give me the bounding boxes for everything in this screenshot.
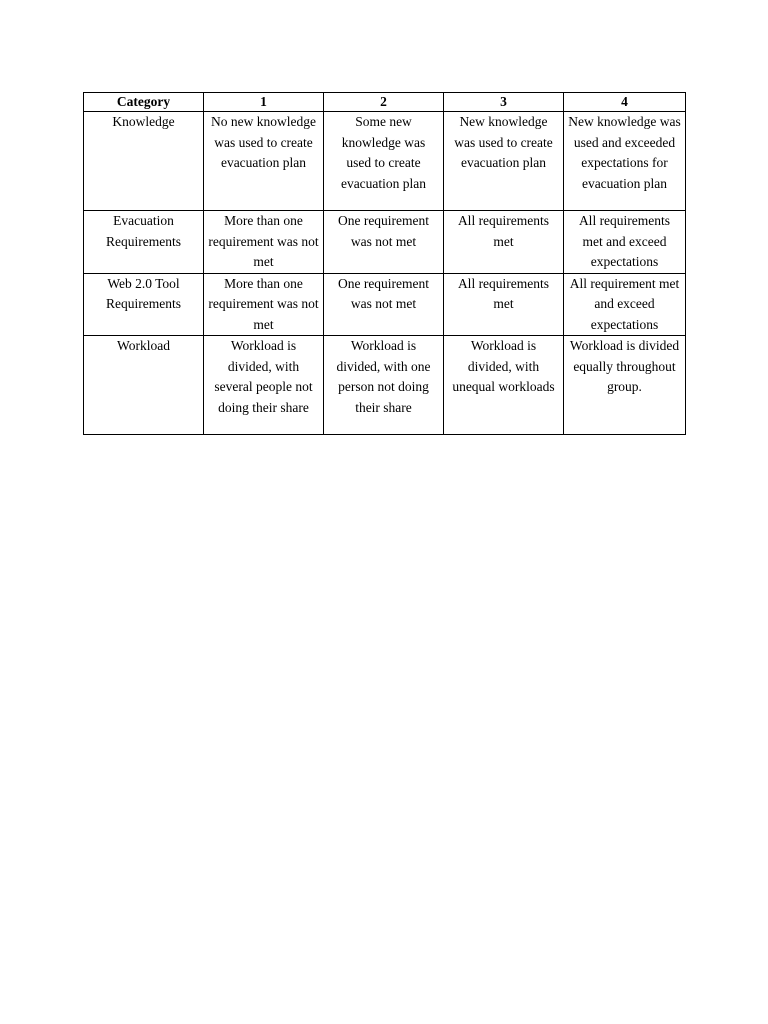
score-cell: New knowledge was used to create evacuation plan: [444, 112, 564, 211]
table-row: [84, 211, 686, 274]
header-score-2: 2: [324, 93, 444, 112]
score-cell: All requirement met and exceed expectations: [564, 273, 686, 336]
category-cell: Web 2.0 Tool Requirements: [84, 273, 204, 336]
score-cell: All requirements met: [444, 273, 564, 336]
header-score-3: 3: [444, 93, 564, 112]
header-row: [84, 93, 686, 112]
score-cell: New knowledge was used and exceeded expectations for evacuation plan: [564, 112, 686, 211]
score-cell: Workload is divided, with several people not doing their share: [204, 336, 324, 435]
table-row: [84, 336, 686, 435]
score-cell: No new knowledge was used to create evacuation plan: [204, 112, 324, 211]
header-score-1: 1: [204, 93, 324, 112]
score-cell: Some new knowledge was used to create evacuation plan: [324, 112, 444, 211]
category-cell: Evacuation Requirements: [84, 211, 204, 274]
score-cell: More than one requirement was not met: [204, 273, 324, 336]
score-cell: All requirements met: [444, 211, 564, 274]
score-cell: More than one requirement was not met: [204, 211, 324, 274]
score-cell: One requirement was not met: [324, 273, 444, 336]
category-cell: Workload: [84, 336, 204, 435]
score-cell: One requirement was not met: [324, 211, 444, 274]
score-cell: All requirements met and exceed expectations: [564, 211, 686, 274]
table-row: [84, 273, 686, 336]
category-cell: Knowledge: [84, 112, 204, 211]
header-score-4: 4: [564, 93, 686, 112]
score-cell: Workload is divided equally throughout group.: [564, 336, 686, 435]
rubric-table: [83, 92, 686, 435]
header-category: Category: [84, 93, 204, 112]
table-row: [84, 112, 686, 211]
score-cell: Workload is divided, with one person not doing their share: [324, 336, 444, 435]
score-cell: Workload is divided, with unequal workloads: [444, 336, 564, 435]
